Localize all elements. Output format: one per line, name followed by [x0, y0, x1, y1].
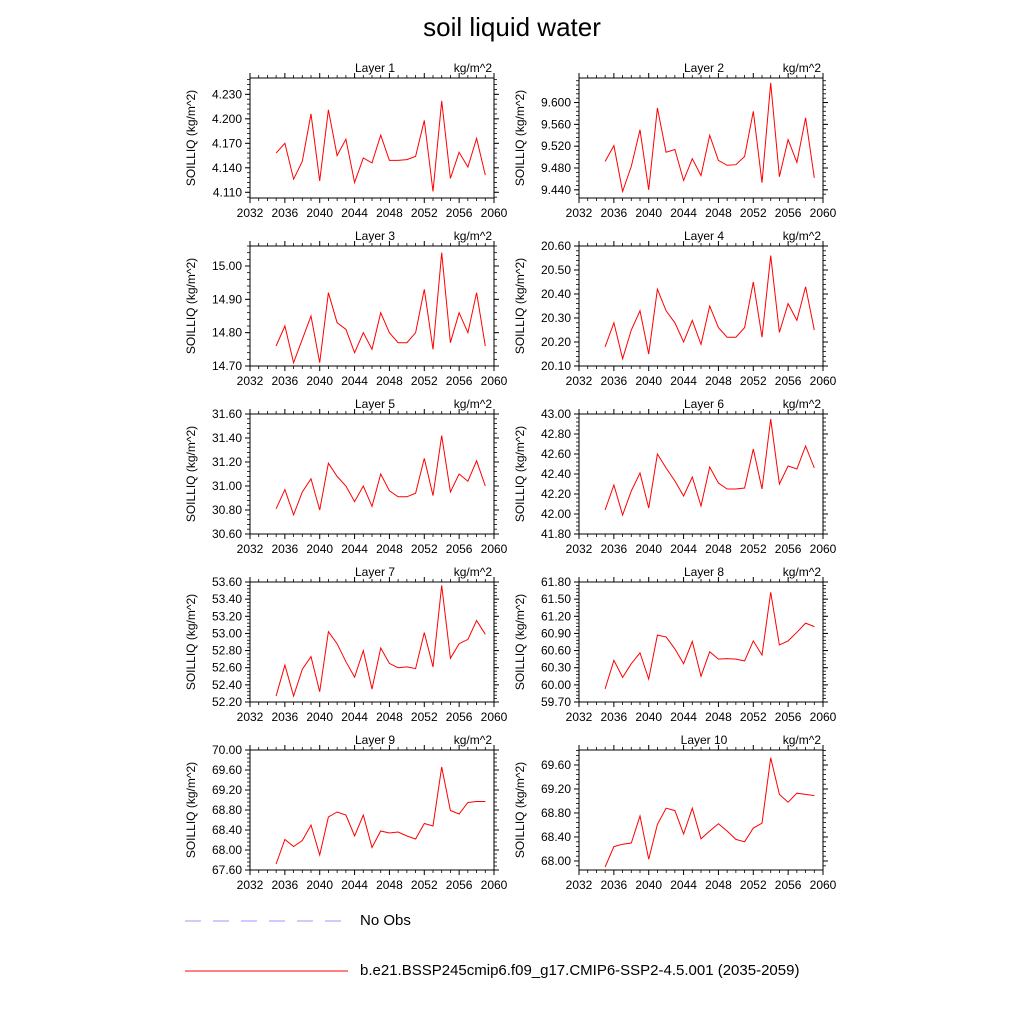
series-line	[605, 592, 814, 689]
x-tick-label: 2040	[306, 542, 334, 556]
y-axis-label: SOILLIQ (kg/m^2)	[184, 761, 198, 859]
x-tick-label: 2044	[670, 542, 697, 556]
y-tick-label: 68.40	[211, 823, 242, 837]
x-tick-label: 2032	[565, 878, 593, 892]
panel-layer-9	[184, 733, 508, 892]
figure-title: soil liquid water	[423, 12, 601, 42]
x-tick-label: 2032	[236, 878, 264, 892]
x-tick-label: 2056	[445, 206, 473, 220]
y-axis-label: SOILLIQ (kg/m^2)	[513, 89, 527, 187]
x-tick-label: 2036	[600, 542, 628, 556]
x-tick-label: 2044	[341, 710, 368, 724]
y-tick-label: 52.80	[211, 643, 242, 658]
x-tick-label: 2052	[410, 374, 438, 388]
y-tick-label: 52.40	[211, 677, 242, 692]
y-tick-label: 53.60	[211, 575, 242, 589]
y-tick-label: 42.20	[540, 487, 571, 501]
y-tick-label: 42.80	[540, 427, 571, 441]
y-tick-label: 68.80	[540, 806, 571, 820]
series-line	[276, 585, 485, 696]
y-tick-label: 4.200	[211, 111, 242, 126]
panel-layer-4	[513, 229, 837, 388]
y-tick-label: 14.90	[211, 292, 242, 307]
x-tick-label: 2048	[705, 878, 732, 892]
y-tick-label: 61.20	[540, 609, 571, 624]
panel-title: Layer 7	[354, 565, 396, 579]
y-tick-label: 60.60	[540, 643, 571, 658]
x-tick-label: 2056	[774, 374, 802, 388]
plot-frame	[579, 246, 823, 366]
x-tick-label: 2052	[410, 542, 438, 556]
x-tick-label: 2032	[565, 542, 593, 556]
x-tick-label: 2048	[705, 374, 732, 388]
x-tick-label: 2052	[739, 710, 767, 724]
y-tick-label: 31.20	[211, 455, 242, 469]
y-tick-label: 68.80	[211, 803, 242, 817]
x-tick-label: 2040	[635, 542, 663, 556]
y-tick-label: 67.60	[211, 863, 242, 877]
y-tick-label: 30.80	[211, 503, 242, 517]
x-tick-label: 2052	[410, 878, 438, 892]
panel-units: kg/m^2	[453, 61, 492, 75]
x-tick-label: 2032	[565, 374, 593, 388]
y-tick-label: 15.00	[211, 259, 242, 273]
y-axis-label: SOILLIQ (kg/m^2)	[513, 425, 527, 523]
plot-frame	[250, 750, 494, 870]
x-tick-label: 2032	[565, 206, 593, 220]
y-tick-label: 61.80	[540, 575, 571, 589]
x-tick-label: 2048	[705, 710, 732, 724]
x-tick-label: 2040	[306, 710, 334, 724]
x-tick-label: 2060	[809, 206, 837, 220]
y-tick-label: 31.60	[211, 407, 242, 421]
x-tick-label: 2052	[739, 206, 767, 220]
plot-frame	[250, 78, 494, 198]
x-tick-label: 2060	[809, 542, 837, 556]
y-axis-label: SOILLIQ (kg/m^2)	[184, 593, 198, 691]
x-tick-label: 2052	[739, 374, 767, 388]
y-tick-label: 69.60	[211, 763, 242, 777]
y-tick-label: 61.50	[540, 592, 571, 607]
panel-units: kg/m^2	[782, 733, 821, 747]
y-tick-label: 42.40	[540, 467, 571, 481]
panel-title: Layer 8	[683, 565, 725, 579]
panel-units: kg/m^2	[782, 229, 821, 243]
panel-layer-3	[184, 229, 508, 388]
x-tick-label: 2056	[774, 206, 802, 220]
series-line	[276, 767, 485, 864]
y-tick-label: 20.40	[540, 287, 571, 301]
x-tick-label: 2044	[341, 542, 368, 556]
x-tick-label: 2048	[376, 878, 403, 892]
panel-title: Layer 3	[354, 229, 396, 243]
panel-units: kg/m^2	[453, 565, 492, 579]
panel-units: kg/m^2	[453, 397, 492, 411]
x-tick-label: 2060	[480, 710, 508, 724]
x-tick-label: 2060	[809, 374, 837, 388]
x-tick-label: 2060	[480, 206, 508, 220]
x-tick-label: 2036	[600, 878, 628, 892]
plot-frame	[250, 414, 494, 534]
y-tick-label: 42.00	[540, 507, 571, 521]
panel-layer-2	[513, 61, 837, 220]
panel-layer-5	[184, 397, 508, 556]
panel-title: Layer 4	[683, 229, 725, 243]
panel-layer-6	[513, 397, 837, 556]
panel-title: Layer 2	[683, 61, 725, 75]
y-tick-label: 4.140	[211, 160, 242, 175]
panel-title: Layer 1	[354, 61, 396, 75]
panel-layer-1	[184, 61, 508, 220]
y-tick-label: 20.50	[540, 263, 571, 277]
series-line	[605, 83, 814, 192]
panel-units: kg/m^2	[453, 229, 492, 243]
y-axis-label: SOILLIQ (kg/m^2)	[184, 257, 198, 355]
plot-frame	[579, 750, 823, 870]
x-tick-label: 2040	[635, 206, 663, 220]
y-tick-label: 60.30	[540, 660, 571, 675]
series-line	[605, 419, 814, 515]
series-line	[276, 253, 485, 363]
y-tick-label: 69.20	[211, 783, 242, 797]
y-axis-label: SOILLIQ (kg/m^2)	[513, 761, 527, 859]
y-tick-label: 4.110	[212, 185, 242, 200]
y-tick-label: 52.20	[211, 695, 242, 709]
panel-layer-7	[184, 565, 508, 724]
panel-units: kg/m^2	[782, 565, 821, 579]
panel-title: Layer 10	[680, 733, 728, 747]
x-tick-label: 2044	[670, 710, 697, 724]
x-tick-label: 2040	[306, 374, 334, 388]
y-tick-label: 59.70	[540, 695, 571, 709]
x-tick-label: 2032	[236, 206, 264, 220]
panel-title: Layer 6	[683, 397, 725, 411]
y-tick-label: 53.00	[211, 626, 242, 641]
panel-layer-10	[513, 733, 837, 892]
plot-frame	[250, 582, 494, 702]
y-tick-label: 9.600	[540, 95, 571, 110]
legend-label-no-obs: No Obs	[360, 912, 411, 929]
y-tick-label: 14.80	[211, 325, 242, 340]
x-tick-label: 2056	[445, 710, 473, 724]
x-tick-label: 2044	[670, 374, 697, 388]
x-tick-label: 2060	[480, 374, 508, 388]
x-tick-label: 2052	[410, 206, 438, 220]
y-tick-label: 9.440	[540, 182, 571, 197]
x-tick-label: 2044	[341, 206, 368, 220]
y-tick-label: 9.560	[540, 117, 571, 132]
x-tick-label: 2036	[600, 710, 628, 724]
panel-units: kg/m^2	[782, 397, 821, 411]
x-tick-label: 2048	[705, 206, 732, 220]
x-tick-label: 2060	[480, 542, 508, 556]
y-tick-label: 60.00	[540, 677, 571, 692]
series-line	[276, 436, 485, 515]
y-tick-label: 68.00	[540, 854, 571, 868]
x-tick-label: 2032	[236, 542, 264, 556]
x-tick-label: 2040	[306, 878, 334, 892]
x-tick-label: 2052	[739, 542, 767, 556]
x-tick-label: 2040	[635, 878, 663, 892]
x-tick-label: 2048	[376, 710, 403, 724]
x-tick-label: 2048	[376, 206, 403, 220]
x-tick-label: 2052	[410, 710, 438, 724]
plot-frame	[579, 78, 823, 198]
x-tick-label: 2044	[670, 206, 697, 220]
y-tick-label: 31.40	[211, 431, 242, 445]
y-tick-label: 20.60	[540, 239, 571, 253]
y-axis-label: SOILLIQ (kg/m^2)	[184, 89, 198, 187]
x-tick-label: 2056	[774, 542, 802, 556]
y-tick-label: 43.00	[540, 407, 571, 421]
x-tick-label: 2056	[774, 878, 802, 892]
series-line	[276, 101, 485, 192]
x-tick-label: 2052	[739, 878, 767, 892]
y-tick-label: 68.40	[540, 830, 571, 844]
y-tick-label: 20.20	[540, 335, 571, 349]
y-tick-label: 42.60	[540, 447, 571, 461]
x-tick-label: 2036	[600, 374, 628, 388]
y-axis-label: SOILLIQ (kg/m^2)	[513, 257, 527, 355]
x-tick-label: 2056	[445, 878, 473, 892]
panel-units: kg/m^2	[782, 61, 821, 75]
x-tick-label: 2032	[565, 710, 593, 724]
y-tick-label: 53.40	[211, 592, 242, 607]
x-tick-label: 2056	[445, 374, 473, 388]
panel-title: Layer 5	[354, 397, 396, 411]
x-tick-label: 2040	[635, 374, 663, 388]
x-tick-label: 2048	[376, 542, 403, 556]
y-tick-label: 52.60	[211, 660, 242, 675]
x-tick-label: 2036	[271, 878, 299, 892]
y-tick-label: 4.170	[211, 136, 242, 151]
panel-layer-8	[513, 565, 837, 724]
x-tick-label: 2044	[670, 878, 697, 892]
x-tick-label: 2032	[236, 374, 264, 388]
x-tick-label: 2036	[600, 206, 628, 220]
y-tick-label: 20.30	[540, 311, 571, 325]
x-tick-label: 2036	[271, 206, 299, 220]
x-tick-label: 2040	[306, 206, 334, 220]
x-tick-label: 2044	[341, 878, 368, 892]
y-tick-label: 41.80	[540, 527, 571, 541]
series-line	[605, 256, 814, 359]
x-tick-label: 2048	[376, 374, 403, 388]
plot-frame	[579, 414, 823, 534]
y-tick-label: 20.10	[540, 359, 571, 373]
y-tick-label: 68.00	[211, 843, 242, 857]
x-tick-label: 2060	[809, 710, 837, 724]
x-tick-label: 2040	[635, 710, 663, 724]
x-tick-label: 2036	[271, 542, 299, 556]
y-tick-label: 4.230	[211, 87, 242, 102]
series-line	[605, 758, 814, 867]
x-tick-label: 2044	[341, 374, 368, 388]
y-tick-label: 60.90	[540, 626, 571, 641]
legend-label-model-run: b.e21.BSSP245cmip6.f09_g17.CMIP6-SSP2-4.5.001 (2035-2059)	[360, 962, 800, 979]
y-tick-label: 70.00	[211, 743, 242, 757]
panel-title: Layer 9	[354, 733, 396, 747]
y-axis-label: SOILLIQ (kg/m^2)	[513, 593, 527, 691]
y-tick-label: 53.20	[211, 609, 242, 624]
y-tick-label: 69.60	[540, 758, 571, 772]
x-tick-label: 2056	[445, 542, 473, 556]
y-tick-label: 14.70	[211, 359, 242, 373]
y-tick-label: 69.20	[540, 782, 571, 796]
x-tick-label: 2056	[774, 710, 802, 724]
y-tick-label: 9.520	[540, 139, 571, 154]
x-tick-label: 2048	[705, 542, 732, 556]
y-axis-label: SOILLIQ (kg/m^2)	[184, 425, 198, 523]
panel-units: kg/m^2	[453, 733, 492, 747]
x-tick-label: 2032	[236, 710, 264, 724]
x-tick-label: 2036	[271, 374, 299, 388]
y-tick-label: 31.00	[211, 479, 242, 493]
x-tick-label: 2036	[271, 710, 299, 724]
x-tick-label: 2060	[809, 878, 837, 892]
x-tick-label: 2060	[480, 878, 508, 892]
y-tick-label: 9.480	[540, 161, 571, 175]
y-tick-label: 30.60	[211, 527, 242, 541]
